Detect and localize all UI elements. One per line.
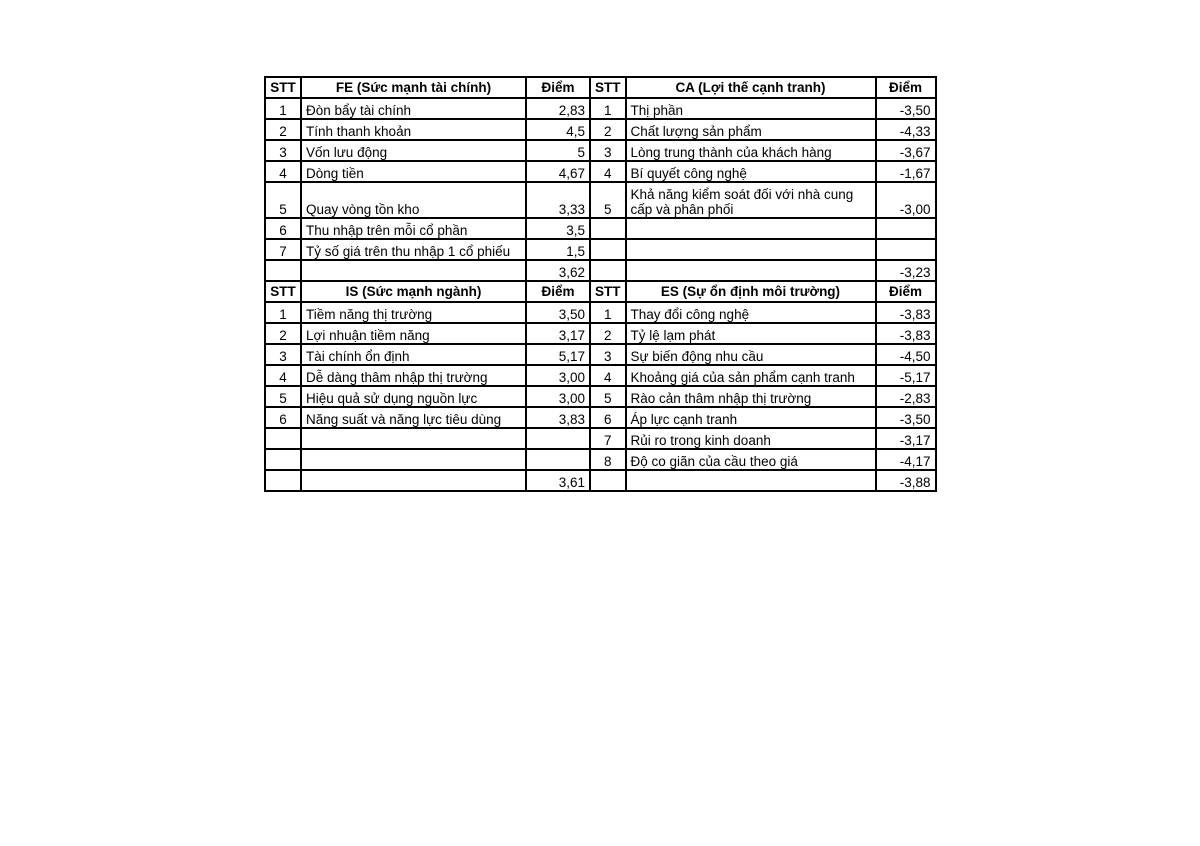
score-cell	[876, 239, 936, 260]
factor-name-cell	[301, 260, 526, 281]
stt-cell	[265, 449, 301, 470]
stt-cell: 2	[265, 119, 301, 140]
score-cell: -3,50	[876, 407, 936, 428]
stt-cell: 3	[590, 140, 626, 161]
score-cell: -4,50	[876, 344, 936, 365]
score-cell: 5	[526, 140, 590, 161]
table-row	[265, 323, 936, 344]
stt-cell: 1	[590, 98, 626, 119]
stt-cell: 6	[590, 407, 626, 428]
stt-header: STT	[265, 281, 301, 302]
factor-name-cell: Quay vòng tồn kho	[301, 182, 526, 218]
table-row	[265, 182, 936, 218]
stt-cell: 7	[590, 428, 626, 449]
factor-name-cell	[301, 449, 526, 470]
stt-header: STT	[590, 281, 626, 302]
score-cell: 1,5	[526, 239, 590, 260]
score-cell: -3,23	[876, 260, 936, 281]
table-row	[265, 260, 936, 281]
stt-cell: 4	[590, 365, 626, 386]
factor-name-cell: Tiềm năng thị trường	[301, 302, 526, 323]
stt-cell: 6	[265, 218, 301, 239]
factor-name-cell: Lợi nhuận tiềm năng	[301, 323, 526, 344]
score-cell: 4,67	[526, 161, 590, 182]
factor-name-cell: Áp lực cạnh tranh	[626, 407, 876, 428]
score-cell: -3,50	[876, 98, 936, 119]
score-cell: 3,00	[526, 386, 590, 407]
factor-name-cell: Lòng trung thành của khách hàng	[626, 140, 876, 161]
table-body	[265, 77, 936, 491]
stt-cell: 2	[265, 323, 301, 344]
table-row	[265, 119, 936, 140]
fe-header: FE (Sức mạnh tài chính)	[301, 77, 526, 98]
factor-name-cell	[301, 428, 526, 449]
score-cell: 3,00	[526, 365, 590, 386]
score-cell	[876, 218, 936, 239]
stt-cell: 1	[265, 98, 301, 119]
factor-name-cell: Dễ dàng thâm nhập thị trường	[301, 365, 526, 386]
factor-name-cell: Năng suất và năng lực tiêu dùng	[301, 407, 526, 428]
factor-name-cell: Độ co giãn của cầu theo giá	[626, 449, 876, 470]
factor-name-cell	[301, 470, 526, 491]
score-cell: 3,83	[526, 407, 590, 428]
score-header: Điểm	[526, 281, 590, 302]
table-row	[265, 239, 936, 260]
factor-name-cell	[626, 218, 876, 239]
factor-name-cell: Sự biến động nhu cầu	[626, 344, 876, 365]
score-cell: 5,17	[526, 344, 590, 365]
score-cell	[526, 428, 590, 449]
factor-name-cell: Đòn bẩy tài chính	[301, 98, 526, 119]
factor-name-cell: Thay đổi công nghệ	[626, 302, 876, 323]
factor-name-cell: Dòng tiền	[301, 161, 526, 182]
table-row	[265, 218, 936, 239]
es-header: ES (Sự ổn định môi trường)	[626, 281, 876, 302]
table-row	[265, 470, 936, 491]
stt-cell: 5	[590, 386, 626, 407]
table-row	[265, 344, 936, 365]
score-header: Điểm	[526, 77, 590, 98]
score-cell: -4,33	[876, 119, 936, 140]
score-header: Điểm	[876, 281, 936, 302]
table-row	[265, 449, 936, 470]
table-row	[265, 386, 936, 407]
stt-cell: 1	[265, 302, 301, 323]
score-cell: -1,67	[876, 161, 936, 182]
score-cell: 3,33	[526, 182, 590, 218]
stt-cell: 6	[265, 407, 301, 428]
stt-header: STT	[265, 77, 301, 98]
factor-name-cell: Rào cản thâm nhập thị trường	[626, 386, 876, 407]
factor-name-cell: Hiệu quả sử dụng nguồn lực	[301, 386, 526, 407]
stt-cell: 5	[590, 182, 626, 218]
table-row	[265, 161, 936, 182]
stt-cell	[590, 239, 626, 260]
score-cell: -3,88	[876, 470, 936, 491]
factor-score-table	[264, 76, 937, 492]
score-cell: -5,17	[876, 365, 936, 386]
factor-name-cell: Tỷ lệ lạm phát	[626, 323, 876, 344]
stt-cell	[590, 470, 626, 491]
is-header: IS (Sức mạnh ngành)	[301, 281, 526, 302]
stt-cell	[265, 260, 301, 281]
factor-name-cell: Bí quyết công nghệ	[626, 161, 876, 182]
table-row	[265, 428, 936, 449]
score-cell: -3,00	[876, 182, 936, 218]
factor-name-cell	[626, 470, 876, 491]
table-row	[265, 140, 936, 161]
stt-cell: 4	[265, 365, 301, 386]
score-cell	[526, 449, 590, 470]
stt-cell: 7	[265, 239, 301, 260]
factor-name-cell: Khoảng giá của sản phẩm cạnh tranh	[626, 365, 876, 386]
table-row	[265, 302, 936, 323]
table-row	[265, 365, 936, 386]
spreadsheet-sheet	[264, 76, 937, 492]
score-cell: 3,50	[526, 302, 590, 323]
score-cell: 4,5	[526, 119, 590, 140]
stt-cell: 3	[265, 140, 301, 161]
score-cell: 3,5	[526, 218, 590, 239]
factor-name-cell: Thu nhập trên mỗi cổ phần	[301, 218, 526, 239]
stt-cell: 2	[590, 323, 626, 344]
header-row-top	[265, 77, 936, 98]
stt-cell	[265, 470, 301, 491]
stt-cell: 4	[265, 161, 301, 182]
header-row-bottom	[265, 281, 936, 302]
score-cell: -3,83	[876, 323, 936, 344]
score-cell: 2,83	[526, 98, 590, 119]
factor-name-cell: Tài chính ổn định	[301, 344, 526, 365]
score-cell: -4,17	[876, 449, 936, 470]
stt-cell: 4	[590, 161, 626, 182]
ca-header: CA (Lợi thế cạnh tranh)	[626, 77, 876, 98]
factor-name-cell	[626, 239, 876, 260]
factor-name-cell: Khả năng kiểm soát đối với nhà cung cấp và phân phối	[626, 182, 876, 218]
factor-name-cell: Chất lượng sản phẩm	[626, 119, 876, 140]
stt-cell: 1	[590, 302, 626, 323]
stt-cell: 3	[590, 344, 626, 365]
factor-name-cell: Thị phần	[626, 98, 876, 119]
stt-cell: 8	[590, 449, 626, 470]
score-cell: -3,67	[876, 140, 936, 161]
stt-cell	[265, 428, 301, 449]
score-cell: -3,17	[876, 428, 936, 449]
stt-cell: 5	[265, 182, 301, 218]
score-cell: -2,83	[876, 386, 936, 407]
stt-cell	[590, 218, 626, 239]
factor-name-cell	[626, 260, 876, 281]
stt-cell	[590, 260, 626, 281]
score-cell: -3,83	[876, 302, 936, 323]
stt-cell: 3	[265, 344, 301, 365]
factor-name-cell: Rủi ro trong kinh doanh	[626, 428, 876, 449]
stt-cell: 2	[590, 119, 626, 140]
score-cell: 3,17	[526, 323, 590, 344]
score-header: Điểm	[876, 77, 936, 98]
stt-cell: 5	[265, 386, 301, 407]
factor-name-cell: Tỷ số giá trên thu nhập 1 cổ phiếu	[301, 239, 526, 260]
table-row	[265, 98, 936, 119]
score-cell: 3,61	[526, 470, 590, 491]
table-row	[265, 407, 936, 428]
factor-name-cell: Tính thanh khoản	[301, 119, 526, 140]
stt-header: STT	[590, 77, 626, 98]
score-cell: 3,62	[526, 260, 590, 281]
factor-name-cell: Vốn lưu động	[301, 140, 526, 161]
